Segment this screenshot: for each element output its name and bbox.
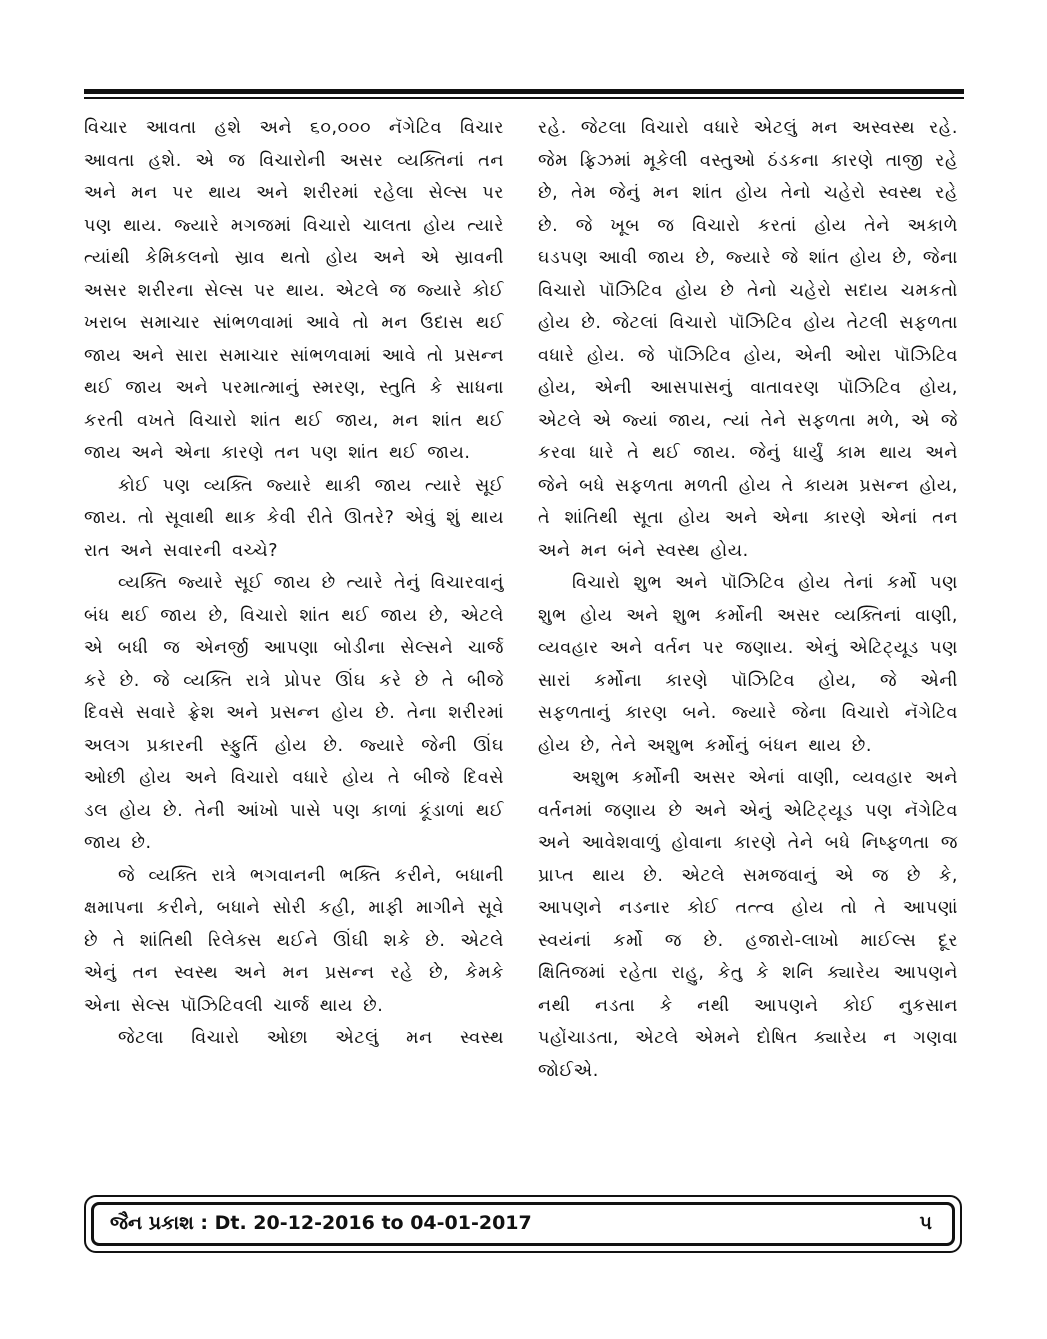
footer-inner-frame	[91, 1202, 955, 1246]
page-number: ૫	[919, 1212, 932, 1234]
paragraph: વિચારો શુભ અને પૉઝિટિવ હોય તેનાં કર્મો પણ શુભ હોય અને શુભ કર્મોની અસર વ્યક્તિનાં વાણી, વ્યવહાર અને વર્તન પર જણાય. એનું એટિટ્યૂડ પણ સારાં કર્મોના કારણે પૉઝિટિવ હોય, જે એની સફળતાનું કારણ બને. જ્યારે જેના વિચારો નૅગેટિવ હોય છે, તેને અશુભ કર્મોનું બંધન થાય છે.	[538, 573, 958, 756]
left-column	[84, 112, 504, 1055]
paragraph: કોઈ પણ વ્યક્તિ જ્યારે થાકી જાય ત્યારે સૂઈ જાય. તો સૂવાથી થાક કેવી રીતે ઊતરે? એવું શું થાય રાત અને સવારની વચ્ચે?	[84, 475, 504, 561]
header-rule-thin	[84, 97, 964, 99]
footer-frame	[84, 1195, 962, 1253]
right-column	[538, 112, 958, 1087]
footer-publication-title: જૈન પ્રકાશ : Dt. 20-12-2016 to 04-01-2017	[110, 1212, 532, 1234]
paragraph: જે વ્યક્તિ રાત્રે ભગવાનની ભક્તિ કરીને, બધાની ક્ષમાપના કરીને, બધાને સોરી કહી, માફી માગીને સૂવે છે તે શાંતિથી રિલેક્સ થઈને ઊંઘી શકે છે. એટલે એનું તન સ્વસ્થ અને મન પ્રસન્ન રહે છે, કેમકે એના સેલ્સ પૉઝિટિવલી ચાર્જ થાય છે.	[84, 865, 504, 1016]
paragraph: જેટલા વિચારો ઓછા એટલું મન સ્વસ્થ	[118, 1028, 504, 1048]
paragraph: વ્યક્તિ જ્યારે સૂઈ જાય છે ત્યારે તેનું વિચારવાનું બંધ થઈ જાય છે, વિચારો શાંત થઈ જાય છે, એટલે એ બધી જ એનર્જી આપણા બોડીના સેલ્સને ચાર્જ કરે છે. જે વ્યક્તિ રાત્રે પ્રોપર ઊંઘ કરે છે તે બીજે દિવસે સવારે ફ્રેશ અને પ્રસન્ન હોય છે. તેના શરીરમાં અલગ પ્રકારની સ્ફુર્તિ હોય છે. જ્યારે જેની ઊંઘ ઓછી હોય અને વિચારો વધારે હોય તે બીજે દિવસે ડલ હોય છે. તેની આંખો પાસે પણ કાળાં કૂંડાળાં થઈ જાય છે.	[84, 573, 504, 853]
header-rule-thick	[84, 89, 964, 94]
paragraph: વિચાર આવતા હશે અને ૬૦,૦૦૦ નૅગેટિવ વિચાર આવતા હશે. એ જ વિચારોની અસર વ્યક્તિનાં તન અને મન પર થાય અને શરીરમાં રહેલા સેલ્સ પર પણ થાય. જ્યારે મગજમાં વિચારો ચાલતા હોય ત્યારે ત્યાંથી કેમિકલનો સ્રાવ થતો હોય અને એ સ્રાવની અસર શરીરના સેલ્સ પર થાય. એટલે જ જ્યારે કોઈ ખરાબ સમાચાર સાંભળવામાં આવે તો મન ઉદાસ થઈ જાય અને સારા સમાચાર સાંભળવામાં આવે તો પ્રસન્ન થઈ જાય અને પરમાત્માનું સ્મરણ, સ્તુતિ કે સાધના કરતી વખતે વિચારો શાંત થઈ જાય, મન શાંત થઈ જાય અને એના કારણે તન પણ શાંત થઈ જાય.	[84, 118, 504, 463]
paragraph: રહે. જેટલા વિચારો વધારે એટલું મન અસ્વસ્થ રહે. જેમ ફ્રિઝમાં મૂકેલી વસ્તુઓ ઠંડકના કારણે તાજી રહે છે, તેમ જેનું મન શાંત હોય તેનો ચહેરો સ્વસ્થ રહે છે. જે ખૂબ જ વિચારો કરતાં હોય તેને અકાળે ઘડપણ આવી જાય છે, જ્યારે જે શાંત હોય છે, જેના વિચારો પૉઝિટિવ હોય છે તેનો ચહેરો સદાય ચમકતો હોય છે. જેટલાં વિચારો પૉઝિટિવ હોય તેટલી સફળતા વધારે હોય. જે પૉઝિટિવ હોય, એની ઓરા પૉઝિટિવ હોય, એની આસપાસનું વાતાવરણ પૉઝિટિવ હોય, એટલે એ જ્યાં જાય, ત્યાં તેને સફળતા મળે, એ જે કરવા ધારે તે થઈ જાય. જેનું ધાર્યું કામ થાય અને જેને બધે સફળતા મળતી હોય તે કાયમ પ્રસન્ન હોય, તે શાંતિથી સૂતા હોય અને એના કારણે એનાં તન અને મન બંને સ્વસ્થ હોય.	[538, 118, 958, 561]
paragraph: અશુભ કર્મોની અસર એનાં વાણી, વ્યવહાર અને વર્તનમાં જણાય છે અને એનું એટિટ્યૂડ પણ નૅગેટિવ અને આવેશવાળું હોવાના કારણે તેને બધે નિષ્ફળતા જ પ્રાપ્ત થાય છે. એટલે સમજવાનું એ જ છે કે, આપણને નડનાર કોઈ તત્ત્વ હોય તો તે આપણાં સ્વયંનાં કર્મો જ છે. હજારો-લાખો માઈલ્સ દૂર ક્ષિતિજમાં રહેતા રાહુ, કેતુ કે શનિ ક્યારેય આપણને નથી નડતા કે નથી આપણને કોઈ નુકસાન પહોંચાડતા, એટલે એમને દોષિત ક્યારેય ન ગણવા જોઈએ.	[538, 768, 958, 1081]
